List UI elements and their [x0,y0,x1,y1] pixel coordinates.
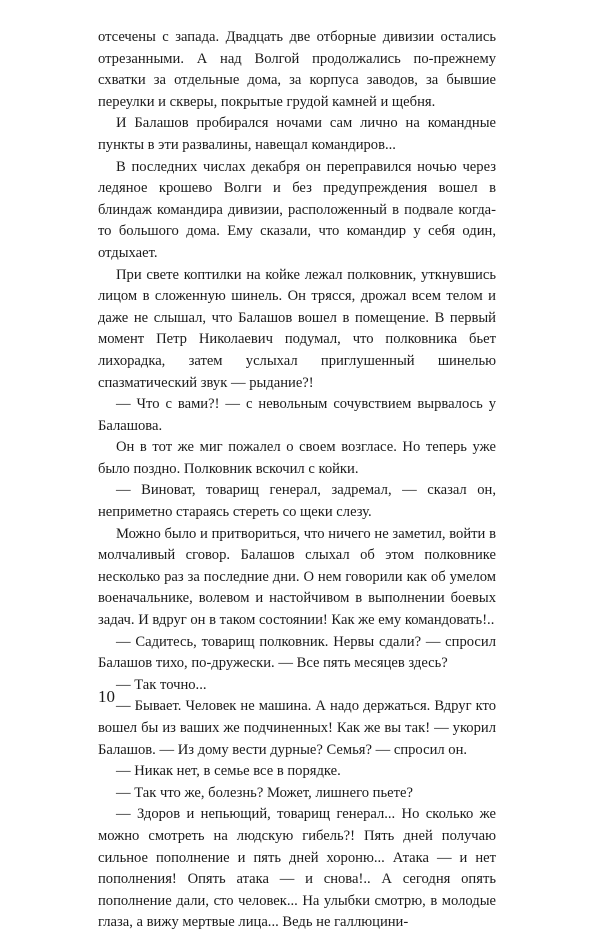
dialogue-line: — Никак нет, в семье все в порядке. [116,763,341,780]
body-text [98,27,496,934]
paragraph: Он в тот же миг пожалел о своем возгласе. Но теперь уже было поздно. Полковник вскочил с койки. [98,439,496,477]
page-number: 10 [98,687,115,706]
paragraph-continuation: отсечены с запада. Двадцать две отборные дивизии остались отрезанными. А над Волгой продолжались по-прежнему схватки за отдельные дома, за корпуса заводов, за бывшие переулки и скверы, покрытые грудой камней и щебня. [98,29,496,110]
paragraph: В последних числах декабря он переправился ночью через ледяное крошево Волги и без предупреждения вошел в блиндаж командира дивизии, расположенный в подвале когда-то большого дома. Ему сказали, что командир у себя один, отдыхает. [98,158,496,261]
dialogue-line: — Так точно... [116,676,207,693]
dialogue-line: — Что с вами?! — с невольным сочувствием вырвалось у Балашова. [98,396,496,434]
dialogue-line: — Здоров и непьющий, товарищ генерал... Но сколько же можно смотреть на людскую гибель?! Пять дней получаю сильное пополнение и пять дней хороню... Атака — и нет пополнения! Опять атака — и снова!.. А сегодня опять пополнение дали, сто человек... На улыбки смотрю, в молодые глаза, а вижу мертвые лица... Ведь не галлюцини- [98,806,496,931]
paragraph: При свете коптилки на койке лежал полковник, уткнувшись лицом в сложенную шинель. Он трясся, дрожал всем телом и даже не слышал, что Балашов вошел в помещение. В первый момент Петр Николаевич подумал, что полковника бьет лихорадка, затем услыхал приглушенный шинелью спазматический звук — рыдание?! [98,266,496,391]
dialogue-line: — Так что же, болезнь? Может, лишнего пьете? [116,784,413,801]
dialogue-line: — Бывает. Человек не машина. А надо держаться. Вдруг кто вошел бы из ваших же подчиненных! Как же вы так! — укорил Балашов. — Из дому вести дурные? Семья? — спросил он. [98,698,496,758]
paragraph: И Балашов пробирался ночами сам лично на командные пункты в эти развалины, навещал командиров... [98,115,496,153]
paragraph: Можно было и притвориться, что ничего не заметил, войти в молчаливый сговор. Балашов слыхал об этом полковнике несколько раз за последние дни. О нем говорили как об умелом военачальнике, волевом и настойчивом в выполнении боевых задач. И вдруг он в таком состоянии! Как же ему командовать!.. [98,525,496,629]
dialogue-line: — Садитесь, товарищ полковник. Нервы сдали? — спросил Балашов тихо, по-дружески. — Все пять месяцев здесь? [98,633,496,672]
dialogue-line: — Виноват, товарищ генерал, задремал, — сказал он, неприметно стараясь стереть со щеки слезу. [98,482,496,521]
